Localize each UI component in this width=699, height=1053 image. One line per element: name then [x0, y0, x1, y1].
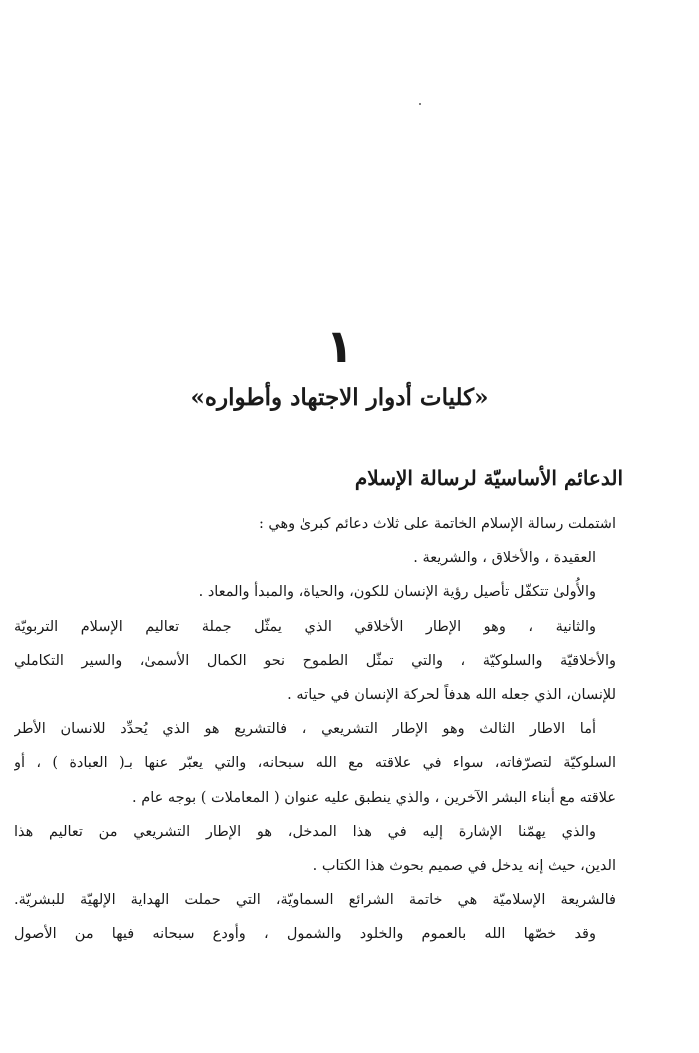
text-line: للإنسان، الذي جعله الله هدفاً لحركة الإنسان في حياته . — [287, 686, 616, 703]
chapter-title: «كليات أدوار الاجتهاد وأطواره» — [190, 384, 489, 411]
text-line: فالشريعة الإسلاميّة هي خاتمة الشرائع السماويّة، التي حملت الهداية الإلهيّة للبشريّة. — [14, 892, 616, 909]
chapter-number: ١ — [325, 319, 354, 373]
text-line: السلوكيّة لتصرّفاته، سواء في علاقته مع الله سبحانه، والتي يعبّر عنها بـ( العبادة ) ، أو — [14, 755, 616, 772]
text-line: أما الاطار الثالث وهو الإطار التشريعي ، فالتشريع هو الذي يُحدِّد للانسان الأطر — [14, 721, 596, 738]
text-line: والذي يهمّنا الإشارة إليه في هذا المدخل، هو الإطار التشريعي من تعاليم هذا — [14, 823, 596, 840]
text-line: العقيدة ، والأخلاق ، والشريعة . — [413, 550, 596, 567]
text-line: الدين، حيث إنه يدخل في صميم بحوث هذا الكتاب . — [312, 857, 616, 874]
section-heading: الدعائم الأساسيّة لرسالة الإسلام — [354, 466, 623, 490]
text-line: والثانية ، وهو الإطار الأخلاقي الذي يمثّل جملة تعاليم الإسلام التربويّة — [14, 618, 596, 635]
text-line: وقد خصّها الله بالعموم والخلود والشمول ، وأودع سبحانه فيها من الأصول — [14, 926, 596, 943]
text-line: علاقته مع أبناء البشر الآخرين ، والذي ينطبق عليه عنوان ( المعاملات ) بوجه عام . — [132, 789, 616, 806]
ink-speck — [419, 103, 421, 105]
text-line: والأخلاقيّة والسلوكيّة ، والتي تمثّل الطموح نحو الكمال الأسمىٰ، والسير التكاملي — [14, 652, 616, 669]
text-line: والأُولىٰ تتكفّل تأصيل رؤية الإنسان للكون، والحياة، والمبدأ والمعاد . — [198, 584, 596, 601]
text-line: اشتملت رسالة الإسلام الخاتمة على ثلاث دعائم كبرىٰ وهي : — [258, 516, 616, 532]
body-text — [14, 507, 616, 951]
